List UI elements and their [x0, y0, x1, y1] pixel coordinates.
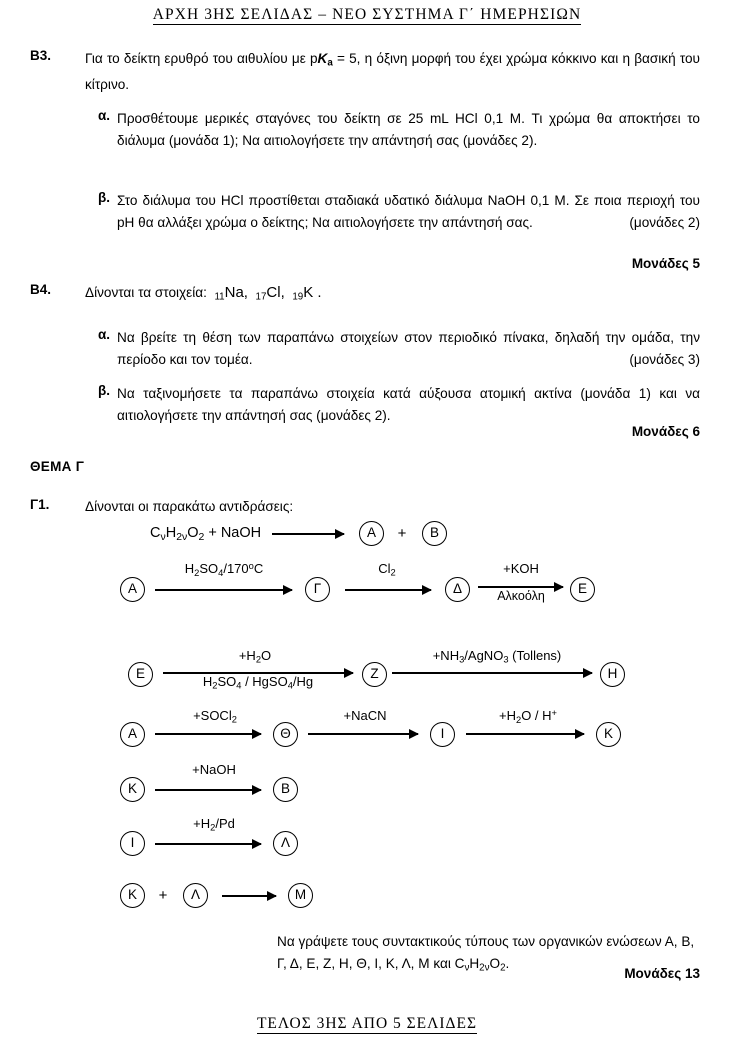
node-A-row1: Α — [359, 521, 384, 546]
row6-arrow — [155, 843, 261, 845]
reagent-alcohol: Αλκοόλη — [497, 589, 545, 603]
row4-arrow-2 — [308, 733, 418, 735]
sub-3-nh3: 3 — [459, 654, 465, 665]
sub-4-hg: 4 — [236, 680, 242, 691]
sub-4-a: 4 — [218, 567, 224, 578]
sub-2-h2oh: 2 — [515, 714, 522, 725]
node-E-row3: Ε — [128, 662, 153, 687]
b3-marks-total: Μονάδες 5 — [631, 256, 700, 271]
node-K-row4: Κ — [596, 722, 621, 747]
b4-el-3-symbol: K . — [303, 284, 322, 301]
g1-closing-mid2: O — [489, 955, 501, 971]
section-title-theme-g: ΘΕΜΑ Γ — [30, 459, 85, 474]
sub-2-hg: 2 — [212, 680, 218, 691]
row1-plus: + — [397, 525, 407, 542]
b3-stem-after: = 5, η όξινη μορφή του έχει χρώμα κόκκινο και η βασική του κίτρινο. — [85, 51, 700, 93]
row7-arrow — [222, 895, 276, 897]
b4-part-a-marks: (μονάδες 3) — [629, 351, 700, 367]
reagent-socl2 — [165, 708, 265, 725]
row2-arrow-3 — [478, 586, 563, 588]
g1-marks-total: Μονάδες 13 — [624, 966, 700, 981]
node-E-row2: Ε — [570, 577, 595, 602]
question-number-b3: Β3. — [30, 48, 52, 63]
row5-arrow — [155, 789, 261, 791]
sub-2-h2pd: 2 — [210, 822, 216, 833]
reagent-h2-pd: $+H_2/Pd$ — [193, 816, 235, 833]
b4-part-b-label: β. — [98, 383, 110, 398]
row2-arrow-1 — [155, 589, 292, 591]
b3-part-b-label: β. — [98, 190, 110, 205]
node-B-row5: Β — [273, 777, 298, 802]
g1-sub-2nu: 2ν — [479, 962, 490, 974]
reagent-nacn: +NaCN — [343, 708, 387, 723]
reagent-h2so4-170c: $H_2SO_4/170^oC$ — [184, 561, 264, 578]
row4-arrow-3 — [466, 733, 584, 735]
row1-sub-2nu: 2ν — [176, 531, 188, 543]
reagent-tollens: $+NH_3/AgNO_3$ (Tollens) — [432, 648, 562, 665]
node-D-row2: Δ — [445, 577, 470, 602]
tollens-text: (Tollens) — [508, 648, 562, 663]
node-G-row2: Γ — [305, 577, 330, 602]
g1-sub-2: 2 — [500, 962, 506, 974]
node-A-row2: Α — [120, 577, 145, 602]
b3-part-a-text: Προσθέτουμε μερικές σταγόνες του δείκτη σε 25 mL HCl 0,1 M. Τι χρώμα θα αποκτήσει το διάλυμα (μονάδα 1); Να αιτιολογήσετε την απάντησή σας (μονάδες 2). — [117, 111, 700, 148]
reagent-naoh: +NaOH — [192, 762, 236, 777]
b4-el-1-symbol: Na, — [224, 284, 248, 301]
b4-el-2-sub: 17 — [255, 291, 267, 303]
sub-4-hg2: 4 — [287, 680, 293, 691]
node-Z-row3: Ζ — [362, 662, 387, 687]
page-footer — [0, 1015, 734, 1033]
b4-part-a-body: Να βρείτε τη θέση των παραπάνω στοιχείων στον περιοδικό πίνακα, δηλαδή την ομάδα, την περίοδο και τον τομέα. — [117, 330, 700, 367]
node-B-row1: Β — [422, 521, 447, 546]
row4-arrow-1 — [155, 733, 261, 735]
b3-stem-before: Για το δείκτη ερυθρό του αιθυλίου με p — [85, 51, 318, 66]
g1-sub-nu: ν — [464, 962, 470, 974]
reagent-koh: +KOH — [503, 561, 539, 576]
degree-symbol: o — [248, 561, 254, 571]
b4-part-a-label: α. — [98, 327, 111, 342]
row2-arrow-2 — [345, 589, 431, 591]
node-K-row5: Κ — [120, 777, 145, 802]
b3-part-b-marks: (μονάδες 2) — [629, 214, 700, 230]
sub-3-agno3: 3 — [503, 654, 509, 665]
b3-part-b-body: Στο διάλυμα του HCl προστίθεται σταδιακά υδατικό διάλυμα NaOH 0,1 M. Σε ποια περιοχή του pH θα αλλάξει χρώμα ο δείκτης; Να αιτιολογήσετε την απάντησή σας. — [117, 193, 700, 230]
sub-2-h2o: 2 — [255, 654, 262, 665]
node-L-row6: Λ — [273, 831, 298, 856]
node-K-row7: Κ — [120, 883, 145, 908]
page-footer-title: ΤΕΛΟΣ 3ΗΣ ΑΠΟ 5 ΣΕΛΙΔΕΣ — [256, 1015, 478, 1032]
g1-closing-body: Να γράψετε τους συντακτικούς τύπους των οργανικών ενώσεων Α, Β, Γ, Δ, Ε, Ζ, Η, Θ, Ι, Κ, Λ, Μ και C — [277, 934, 695, 971]
sub-2-a: 2 — [194, 567, 200, 578]
node-I-row6: Ι — [120, 831, 145, 856]
b4-part-b-text: Να ταξινομήσετε τα παραπάνω στοιχεία κατά αύξουσα ατομική ακτίνα (μονάδα 1) και να αιτιολογήσετε την απάντησή σας (μονάδες 2). — [117, 386, 700, 423]
question-g1-stem: Δίνονται οι παρακάτω αντιδράσεις: — [85, 499, 294, 514]
question-number-g1: Γ1. — [30, 497, 50, 512]
node-A-row4: Α — [120, 722, 145, 747]
sub-2-socl2: 2 — [231, 714, 237, 725]
b4-el-2-symbol: Cl, — [266, 284, 285, 301]
node-I-row4: Ι — [430, 722, 455, 747]
node-Th-row4: Θ — [273, 722, 298, 747]
reagent-h2o: $+H_2O$ — [238, 648, 272, 665]
socl2-text: +SOCl — [193, 708, 232, 723]
row1-sub-nu1: ν — [160, 531, 166, 543]
h2pd-text: +H — [193, 816, 211, 831]
sub-2-cl: 2 — [390, 567, 396, 578]
b3-stem-k: K — [317, 51, 328, 66]
b4-el-1-sub: 11 — [214, 291, 225, 303]
row1-arrow — [272, 533, 344, 535]
sup-plus-h: + — [551, 708, 557, 718]
b4-marks-total: Μονάδες 6 — [631, 424, 700, 439]
b3-stem-ka-sub: a — [327, 57, 333, 69]
row1-reactant-formula: $C_\nu H_{2\nu}O_2$ + NaOH — [150, 525, 262, 543]
reagent-hgso4: $H_2SO_4$ / HgSO$_4$/Hg — [202, 674, 314, 691]
page-header-title: ΑΡΧΗ 3ΗΣ ΣΕΛΙΔΑΣ – ΝΕΟ ΣΥΣΤΗΜΑ Γ΄ ΗΜΕΡΗΣΙΩΝ — [152, 6, 582, 23]
g1-closing-mid: H — [469, 955, 480, 971]
b4-el-3-sub: 19 — [292, 291, 304, 303]
g1-closing-end: . — [505, 955, 510, 971]
row3-arrow-2 — [392, 672, 592, 674]
b4-stem-text: Δίνονται τα στοιχεία: — [85, 285, 207, 300]
reagent-cl2: $Cl_2$ — [378, 561, 396, 578]
node-L-row7: Λ — [183, 883, 208, 908]
b3-part-a-label: α. — [98, 108, 111, 123]
reagent-h2o-h: $+H_2O / H^+$ — [499, 708, 557, 725]
node-M-row7: Μ — [288, 883, 313, 908]
row1-sub-2: 2 — [198, 531, 205, 543]
node-H-row3: Η — [600, 662, 625, 687]
question-number-b4: Β4. — [30, 282, 52, 297]
row7-plus: + — [158, 887, 168, 904]
